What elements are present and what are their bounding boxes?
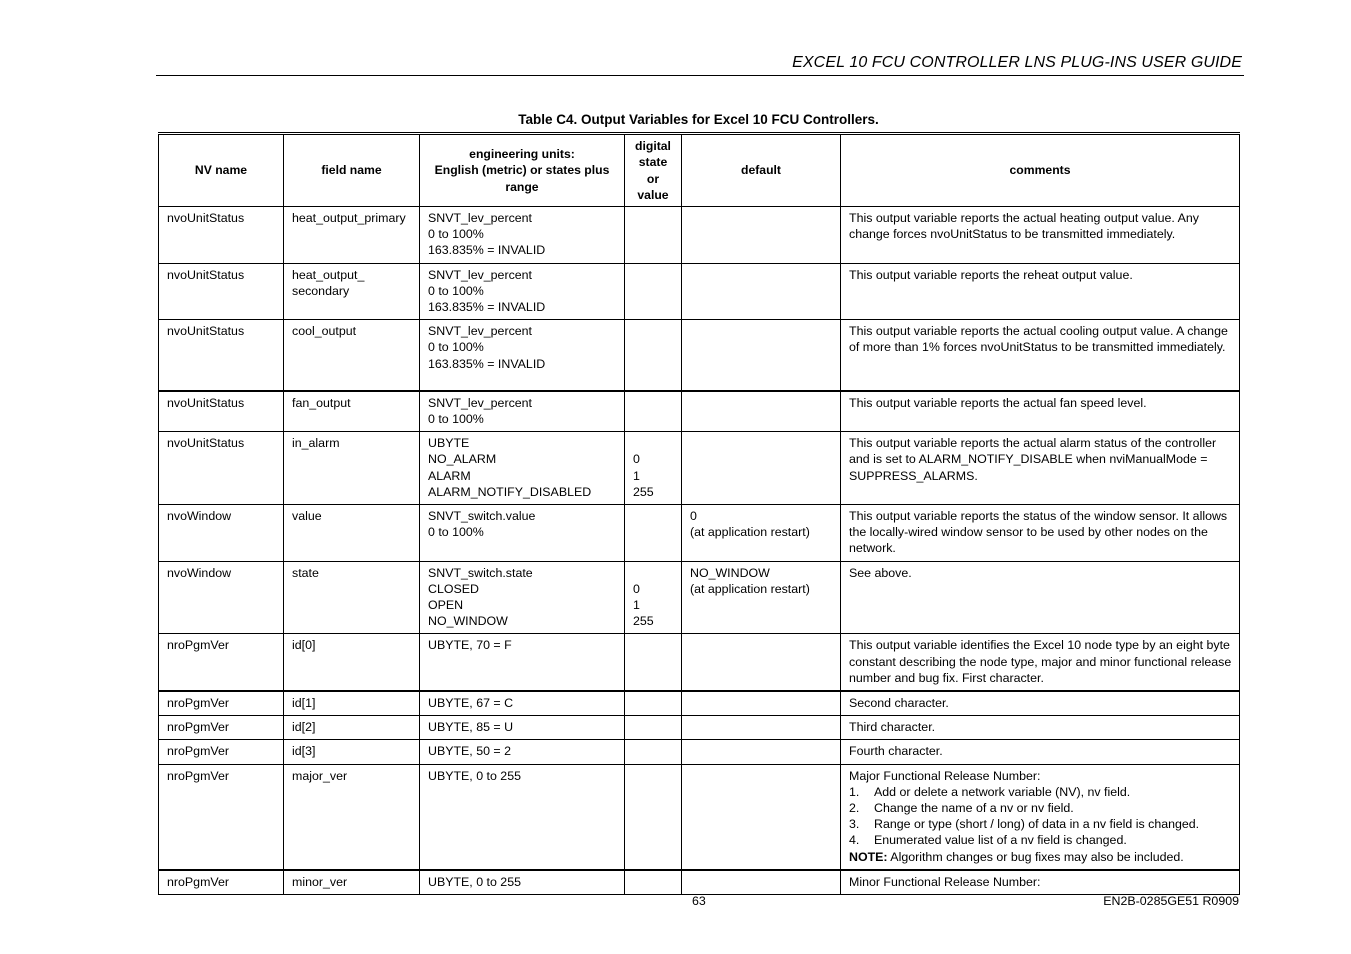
- cell-line: state: [292, 565, 319, 580]
- header-line: or: [646, 171, 660, 186]
- cell-line: id[3]: [292, 744, 316, 759]
- list-text: Add or delete a network variable (NV), nv field.: [874, 784, 1131, 799]
- default-cell: [682, 504, 841, 561]
- cell-line: OPEN: [428, 597, 464, 612]
- output-variables-table-wrapper: [158, 132, 1239, 895]
- default-cell: [682, 391, 841, 432]
- default-cell: [682, 691, 841, 716]
- cell-line: 1: [633, 597, 640, 612]
- default-cell: [682, 561, 841, 634]
- cell-line: 163.835% = INVALID: [428, 243, 546, 258]
- cell-line: NO_WINDOW: [690, 565, 770, 580]
- list-text: Range or type (short / long) of data in a nv field is changed.: [874, 817, 1200, 832]
- field-name-cell: [284, 391, 420, 432]
- cell-line: major_ver: [292, 768, 348, 783]
- header-line: digital: [635, 139, 671, 154]
- cell-line: heat_output_primary: [292, 211, 406, 225]
- header-line: English (metric) or states plus: [434, 163, 610, 178]
- table-row: [159, 870, 1240, 895]
- comments-cell: [841, 207, 1240, 264]
- digital-state-cell: [625, 432, 682, 505]
- nv-name-cell: nroPgmVer: [159, 634, 284, 691]
- list-number: 1.: [849, 784, 860, 799]
- digital-state-cell: [625, 740, 682, 764]
- default-cell: [682, 320, 841, 391]
- cell-line: This output variable reports the actual heating output value. Any change forces nvoUnitStatus to be transmitted immediately.: [849, 211, 1199, 242]
- engineering-units-cell: [420, 634, 625, 691]
- cell-line: id[1]: [292, 695, 316, 710]
- page-number: 63: [692, 894, 706, 908]
- cell-line: 0: [633, 452, 640, 467]
- cell-line: ALARM_NOTIFY_DISABLED: [428, 484, 592, 499]
- table-row: [159, 764, 1240, 870]
- cell-line: cool_output: [292, 324, 357, 339]
- digital-state-cell: [625, 504, 682, 561]
- digital-state-cell: [625, 634, 682, 691]
- col-header-engineering-units: [420, 134, 625, 207]
- nv-name-cell: nroPgmVer: [159, 740, 284, 764]
- cell-line: (at application restart): [690, 525, 810, 540]
- nv-name-cell: nvoUnitStatus: [159, 320, 284, 391]
- table-body: [159, 207, 1240, 895]
- cell-line: fan_output: [292, 395, 351, 410]
- nv-name-cell: nroPgmVer: [159, 716, 284, 740]
- nv-name-cell: nroPgmVer: [159, 764, 284, 870]
- cell-line: 255: [633, 484, 654, 499]
- cell-line: This output variable reports the actual cooling output value. A change of more than 1% forces nvoUnitStatus to be transmitted immediately.: [849, 324, 1228, 355]
- engineering-units-cell: [420, 207, 625, 264]
- cell-line: UBYTE, 70 = F: [428, 638, 512, 653]
- header-line: range: [505, 179, 539, 194]
- cell-line: SNVT_lev_percent: [428, 395, 532, 410]
- table-row: [159, 716, 1240, 740]
- cell-line: 163.835% = INVALID: [428, 356, 546, 371]
- table-row: [159, 740, 1240, 764]
- cell-line: id[2]: [292, 720, 316, 735]
- cell-line: See above.: [849, 565, 912, 580]
- field-name-cell: [284, 263, 420, 320]
- engineering-units-cell: [420, 716, 625, 740]
- cell-line: 163.835% = INVALID: [428, 300, 546, 315]
- cell-line: [633, 435, 674, 451]
- cell-line: SNVT_lev_percent: [428, 324, 532, 339]
- default-cell: [682, 740, 841, 764]
- cell-line: Third character.: [849, 720, 936, 735]
- engineering-units-cell: [420, 740, 625, 764]
- default-cell: [682, 263, 841, 320]
- engineering-units-cell: [420, 320, 625, 391]
- cell-line: 0 to 100%: [428, 227, 484, 242]
- engineering-units-cell: [420, 764, 625, 870]
- list-number: 2.: [849, 800, 860, 815]
- table-row: [159, 504, 1240, 561]
- default-cell: [682, 716, 841, 740]
- engineering-units-cell: [420, 561, 625, 634]
- cell-line: UBYTE, 85 = U: [428, 720, 514, 735]
- col-header-digital-state: [625, 134, 682, 207]
- table-row: [159, 691, 1240, 716]
- cell-line: heat_output_: [292, 267, 365, 282]
- cell-line: 1: [633, 468, 640, 483]
- digital-state-cell: [625, 320, 682, 391]
- cell-line: ALARM: [428, 468, 471, 483]
- cell-line: Major Functional Release Number:: [849, 768, 1041, 783]
- field-name-cell: [284, 691, 420, 716]
- comments-cell: [841, 432, 1240, 505]
- default-cell: [682, 764, 841, 870]
- header-line: state: [638, 155, 668, 170]
- header-line: value: [637, 187, 669, 202]
- engineering-units-cell: [420, 263, 625, 320]
- engineering-units-cell: [420, 432, 625, 505]
- cell-line: 0: [633, 581, 640, 596]
- cell-line: Fourth character.: [849, 744, 943, 759]
- col-header-nv-name: NV name: [159, 134, 284, 207]
- field-name-cell: [284, 870, 420, 895]
- list-text: Enumerated value list of a nv field is changed.: [874, 833, 1127, 848]
- numbered-list-item: [849, 800, 1232, 816]
- engineering-units-cell: [420, 504, 625, 561]
- digital-state-cell: [625, 391, 682, 432]
- table-row: [159, 634, 1240, 691]
- list-text: Change the name of a nv or nv field.: [874, 800, 1074, 815]
- field-name-cell: [284, 504, 420, 561]
- table-row: [159, 320, 1240, 391]
- nv-name-cell: nvoUnitStatus: [159, 391, 284, 432]
- comments-cell: [841, 320, 1240, 391]
- cell-line: Second character.: [849, 695, 949, 710]
- table-row: [159, 432, 1240, 505]
- nv-name-cell: nvoWindow: [159, 504, 284, 561]
- cell-line: SNVT_switch.value: [428, 508, 536, 523]
- table-row: [159, 561, 1240, 634]
- comments-cell: [841, 263, 1240, 320]
- default-cell: [682, 634, 841, 691]
- comments-cell: [841, 504, 1240, 561]
- cell-line: Minor Functional Release Number:: [849, 874, 1041, 889]
- cell-line: SNVT_switch.state: [428, 565, 533, 580]
- default-cell: [682, 432, 841, 505]
- default-cell: [682, 870, 841, 895]
- engineering-units-cell: [420, 870, 625, 895]
- cell-line: (at application restart): [690, 581, 810, 596]
- col-header-field-name: field name: [284, 134, 420, 207]
- col-header-default: default: [682, 134, 841, 207]
- numbered-list-item: [849, 832, 1232, 848]
- field-name-cell: [284, 716, 420, 740]
- cell-line: This output variable reports the actual alarm status of the controller and is set to ALARM_NOTIFY_DISABLE when nviManualMode = SUPPRESS_ALARMS.: [849, 436, 1217, 483]
- comments-cell: [841, 561, 1240, 634]
- cell-line: This output variable reports the status of the window sensor. It allows the locally-wired window sensor to be used by other nodes on the network.: [849, 508, 1228, 556]
- engineering-units-cell: [420, 691, 625, 716]
- digital-state-cell: [625, 207, 682, 264]
- comments-cell: [841, 870, 1240, 895]
- field-name-cell: [284, 561, 420, 634]
- cell-line: 255: [633, 614, 654, 629]
- note-text: Algorithm changes or bug fixes may also be included.: [887, 849, 1184, 864]
- cell-line: 0 to 100%: [428, 283, 484, 298]
- cell-line: 0 to 100%: [428, 525, 484, 540]
- field-name-cell: [284, 740, 420, 764]
- cell-line: This output variable reports the actual fan speed level.: [849, 395, 1147, 410]
- list-number: 4.: [849, 833, 860, 848]
- comments-cell: [841, 634, 1240, 691]
- field-name-cell: [284, 320, 420, 391]
- cell-line: UBYTE, 67 = C: [428, 695, 514, 710]
- digital-state-cell: [625, 764, 682, 870]
- digital-state-cell: [625, 263, 682, 320]
- numbered-list-item: [849, 816, 1232, 832]
- cell-line: SNVT_lev_percent: [428, 211, 532, 225]
- comments-cell: [841, 391, 1240, 432]
- table-row: [159, 391, 1240, 432]
- engineering-units-cell: [420, 391, 625, 432]
- header-line: engineering units:: [469, 147, 575, 162]
- nv-name-cell: nvoUnitStatus: [159, 263, 284, 320]
- table-caption: Table C4. Output Variables for Excel 10 FCU Controllers.: [518, 112, 879, 127]
- table-row: [159, 263, 1240, 320]
- cell-line: SNVT_lev_percent: [428, 267, 532, 282]
- document-code: EN2B-0285GE51 R0909: [1103, 894, 1239, 908]
- cell-line: 0: [690, 508, 697, 523]
- cell-line: secondary: [292, 283, 350, 298]
- cell-line: This output variable reports the reheat output value.: [849, 267, 1133, 282]
- field-name-cell: [284, 207, 420, 264]
- nv-name-cell: nroPgmVer: [159, 870, 284, 895]
- digital-state-cell: [625, 870, 682, 895]
- cell-line: id[0]: [292, 638, 316, 653]
- table-header-row: [159, 134, 1240, 207]
- cell-line: UBYTE: [428, 436, 470, 451]
- numbered-list-item: [849, 784, 1232, 800]
- comments-cell: [841, 716, 1240, 740]
- cell-line: value: [292, 508, 322, 523]
- field-name-cell: [284, 432, 420, 505]
- cell-line: in_alarm: [292, 436, 340, 451]
- nv-name-cell: nroPgmVer: [159, 691, 284, 716]
- cell-line: minor_ver: [292, 874, 348, 889]
- nv-name-cell: nvoUnitStatus: [159, 432, 284, 505]
- digital-state-cell: [625, 561, 682, 634]
- comments-cell: [841, 764, 1240, 870]
- nv-name-cell: nvoUnitStatus: [159, 207, 284, 264]
- digital-state-cell: [625, 691, 682, 716]
- running-header-title: EXCEL 10 FCU CONTROLLER LNS PLUG-INS USER GUIDE: [792, 54, 1242, 71]
- col-header-comments: comments: [841, 134, 1240, 207]
- note-label: NOTE:: [849, 849, 888, 864]
- digital-state-cell: [625, 716, 682, 740]
- cell-line: UBYTE, 0 to 255: [428, 768, 521, 783]
- cell-line: [633, 565, 674, 581]
- table-row: [159, 207, 1240, 264]
- cell-line: NO_WINDOW: [428, 614, 508, 629]
- default-cell: [682, 207, 841, 264]
- cell-line: CLOSED: [428, 581, 479, 596]
- comments-cell: [841, 740, 1240, 764]
- list-number: 3.: [849, 817, 860, 832]
- cell-line: NO_ALARM: [428, 452, 497, 467]
- comments-cell: [841, 691, 1240, 716]
- cell-line: 0 to 100%: [428, 340, 484, 355]
- cell-line: 0 to 100%: [428, 411, 484, 426]
- nv-name-cell: nvoWindow: [159, 561, 284, 634]
- header-rule: [156, 75, 1244, 76]
- output-variables-table: [158, 132, 1240, 895]
- cell-line: UBYTE, 50 = 2: [428, 744, 511, 759]
- cell-line: UBYTE, 0 to 255: [428, 874, 521, 889]
- note-line: [849, 849, 1232, 865]
- field-name-cell: [284, 634, 420, 691]
- field-name-cell: [284, 764, 420, 870]
- cell-line: This output variable identifies the Excel 10 node type by an eight byte constant describing the node type, major and minor functional release number and bug fix. First character.: [849, 638, 1232, 685]
